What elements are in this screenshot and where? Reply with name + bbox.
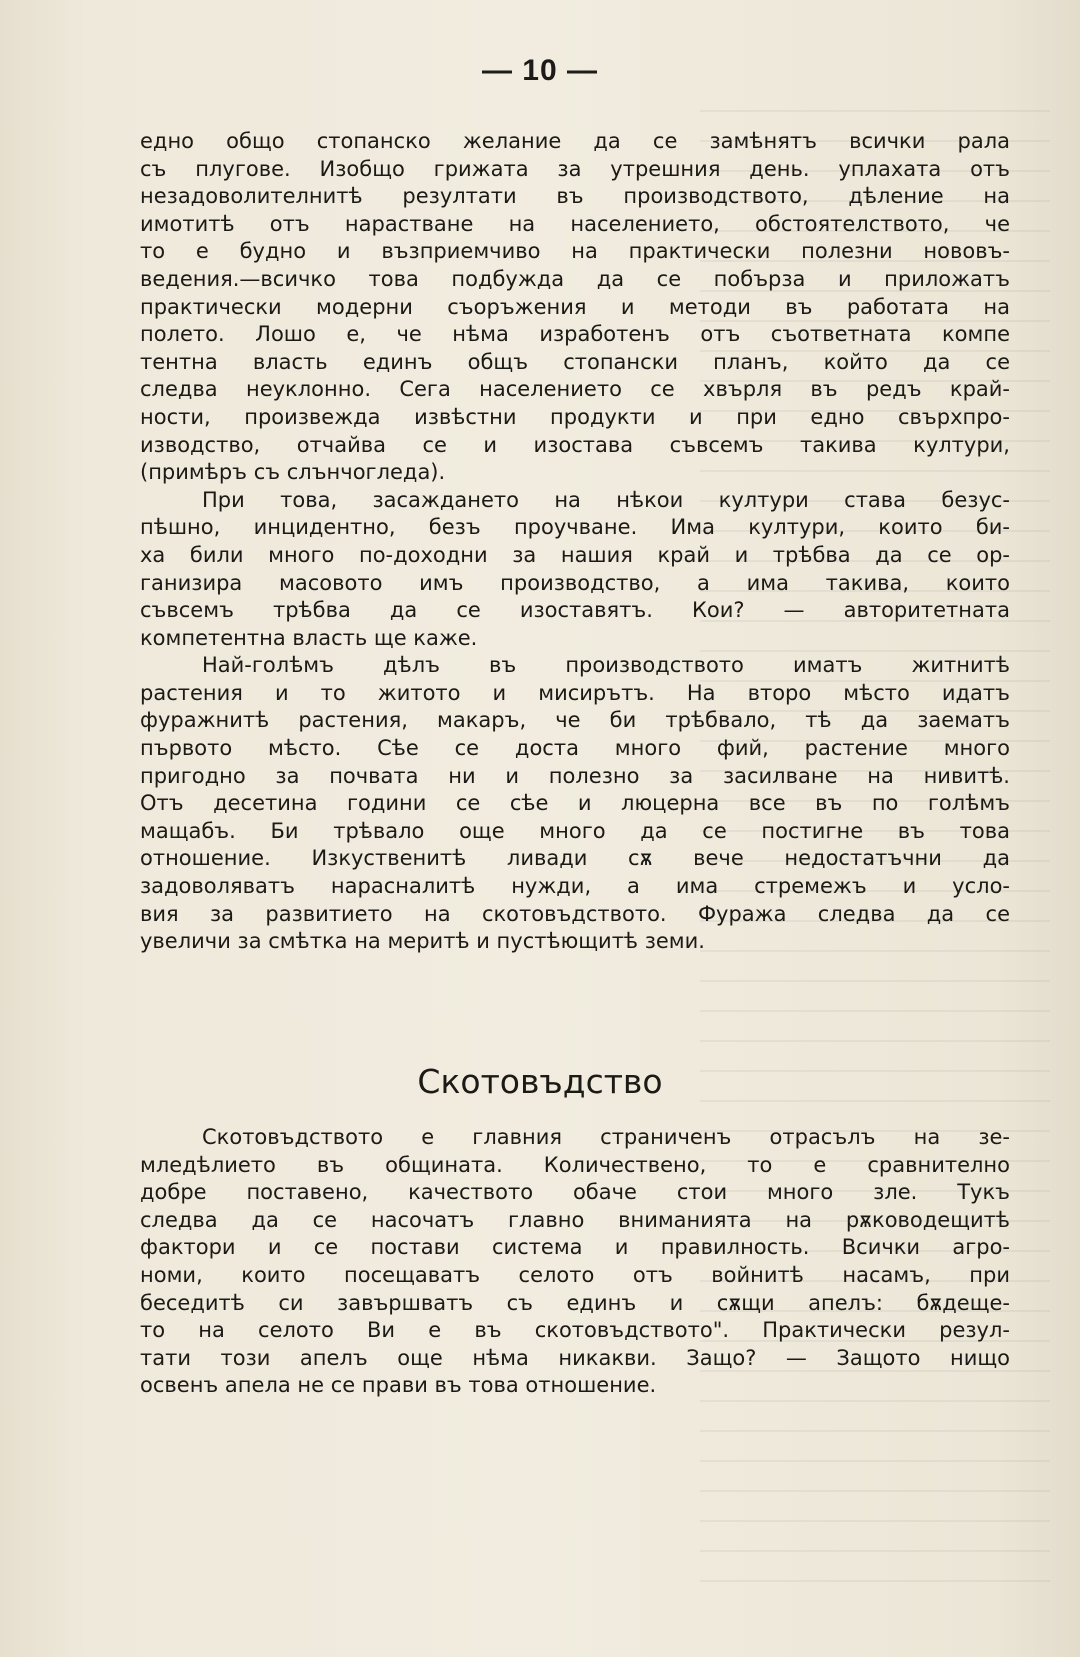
text-line: Скотовъдството е главния страниченъ отрасълъ на зе- — [202, 1125, 1010, 1149]
text-line: освенъ апела не се прави въ това отношение. — [140, 1373, 657, 1398]
text-line: полето. Лошо е, че нѣма изработенъ отъ съответната компе — [140, 322, 1010, 347]
body-text-bottom — [140, 1124, 1010, 1400]
text-line: следва да се насочатъ главно вниманията на рѫководещитѣ — [140, 1207, 1010, 1232]
text-line: тентна власть единъ общъ стопански планъ, който да се — [140, 349, 1010, 374]
text-line: имотитѣ отъ нарастване на населението, обстоятелството, че — [140, 211, 1010, 236]
text-line: вия за развитието на скотовъдството. Фуража следва да се — [140, 901, 1010, 926]
text-line: компетентна власть ще каже. — [140, 625, 478, 650]
text-line: растения и то житото и мисирътъ. На второ мѣсто идатъ — [140, 680, 1010, 705]
text-line: то е будно и възприемчиво на практически полезни нововъ- — [140, 239, 1010, 264]
text-line: фактори и се постави система и правилность. Всички агро- — [140, 1235, 1010, 1260]
page-number: — 10 — — [481, 54, 599, 87]
text-line: едно общо стопанско желание да се замѣнятъ всички рала — [140, 129, 1010, 153]
text-line: съвсемъ трѣбва да се изоставятъ. Кои? — авторитетната — [140, 598, 1010, 623]
text-line: пѣшно, инцидентно, безъ проучване. Има култури, които би- — [140, 515, 1010, 540]
section-heading: Скотовъдство — [417, 1062, 663, 1101]
text-line: мледѣлието въ общината. Количествено, то е сравнително — [140, 1152, 1010, 1177]
text-line: изводство, отчайва се и изостава съвсемъ такива култури, — [140, 432, 1010, 457]
text-line: отношение. Изкуственитѣ ливади сѫ вече недостатъчни да — [140, 846, 1010, 871]
text-line: беседитѣ си завършватъ съ единъ и сѫщи апелъ: бѫдеще- — [140, 1290, 1010, 1315]
text-line: пригодно за почвата ни и полезно за засилване на нивитѣ. — [140, 763, 1010, 788]
text-line: следва неуклонно. Сега населението се хвърля въ редъ край- — [140, 377, 1010, 402]
text-line: фуражнитѣ растения, макаръ, че би трѣбвало, тѣ да заематъ — [140, 708, 1010, 733]
text-line: ности, произвежда извѣстни продукти и при едно свърхпро- — [140, 404, 1010, 429]
text-line: Най-голѣмъ дѣлъ въ производството иматъ житнитѣ — [202, 653, 1010, 678]
text-line: При това, засаждането на нѣкои култури става безус- — [202, 487, 1010, 512]
text-line: първото мѣсто. Сѣе се доста много фий, растение много — [140, 736, 1010, 761]
body-text-top — [140, 128, 1010, 956]
text-line: съ плугове. Изобщо грижата за утрешния день. уплахата отъ — [140, 156, 1010, 181]
text-line: тати този апелъ още нѣма никакви. Защо? — Защото нищо — [140, 1345, 1010, 1370]
text-line: то на селото Ви е въ скотовъдството". Практически резул- — [140, 1318, 1010, 1343]
text-line: мащабъ. Би трѣвало още много да се постигне въ това — [140, 818, 1010, 843]
text-line: практически модерни съоръжения и методи въ работата на — [140, 294, 1010, 319]
text-line: (примѣръ съ слънчогледа). — [140, 460, 446, 485]
text-line: задоволяватъ нарасналитѣ нужди, а има стремежъ и усло- — [140, 874, 1010, 899]
text-line: добре поставено, качеството обаче стои много зле. Тукъ — [140, 1180, 1010, 1205]
text-line: незадоволителнитѣ резултати въ производството, дѣление на — [140, 184, 1010, 209]
text-line: увеличи за смѣтка на меритѣ и пустѣющитѣ земи. — [140, 929, 705, 954]
text-line: Отъ десетина години се сѣе и люцерна все въ по голѣмъ — [140, 791, 1010, 816]
text-line: ганизира масовото имъ производство, а има такива, които — [140, 570, 1010, 595]
text-line: номи, които посещаватъ селото отъ войнитѣ насамъ, при — [140, 1262, 1010, 1287]
text-line: ха били много по-доходни за нашия край и трѣбва да се ор- — [140, 542, 1010, 567]
text-line: ведения.—всичко това подбужда да се побърза и приложатъ — [140, 266, 1010, 291]
